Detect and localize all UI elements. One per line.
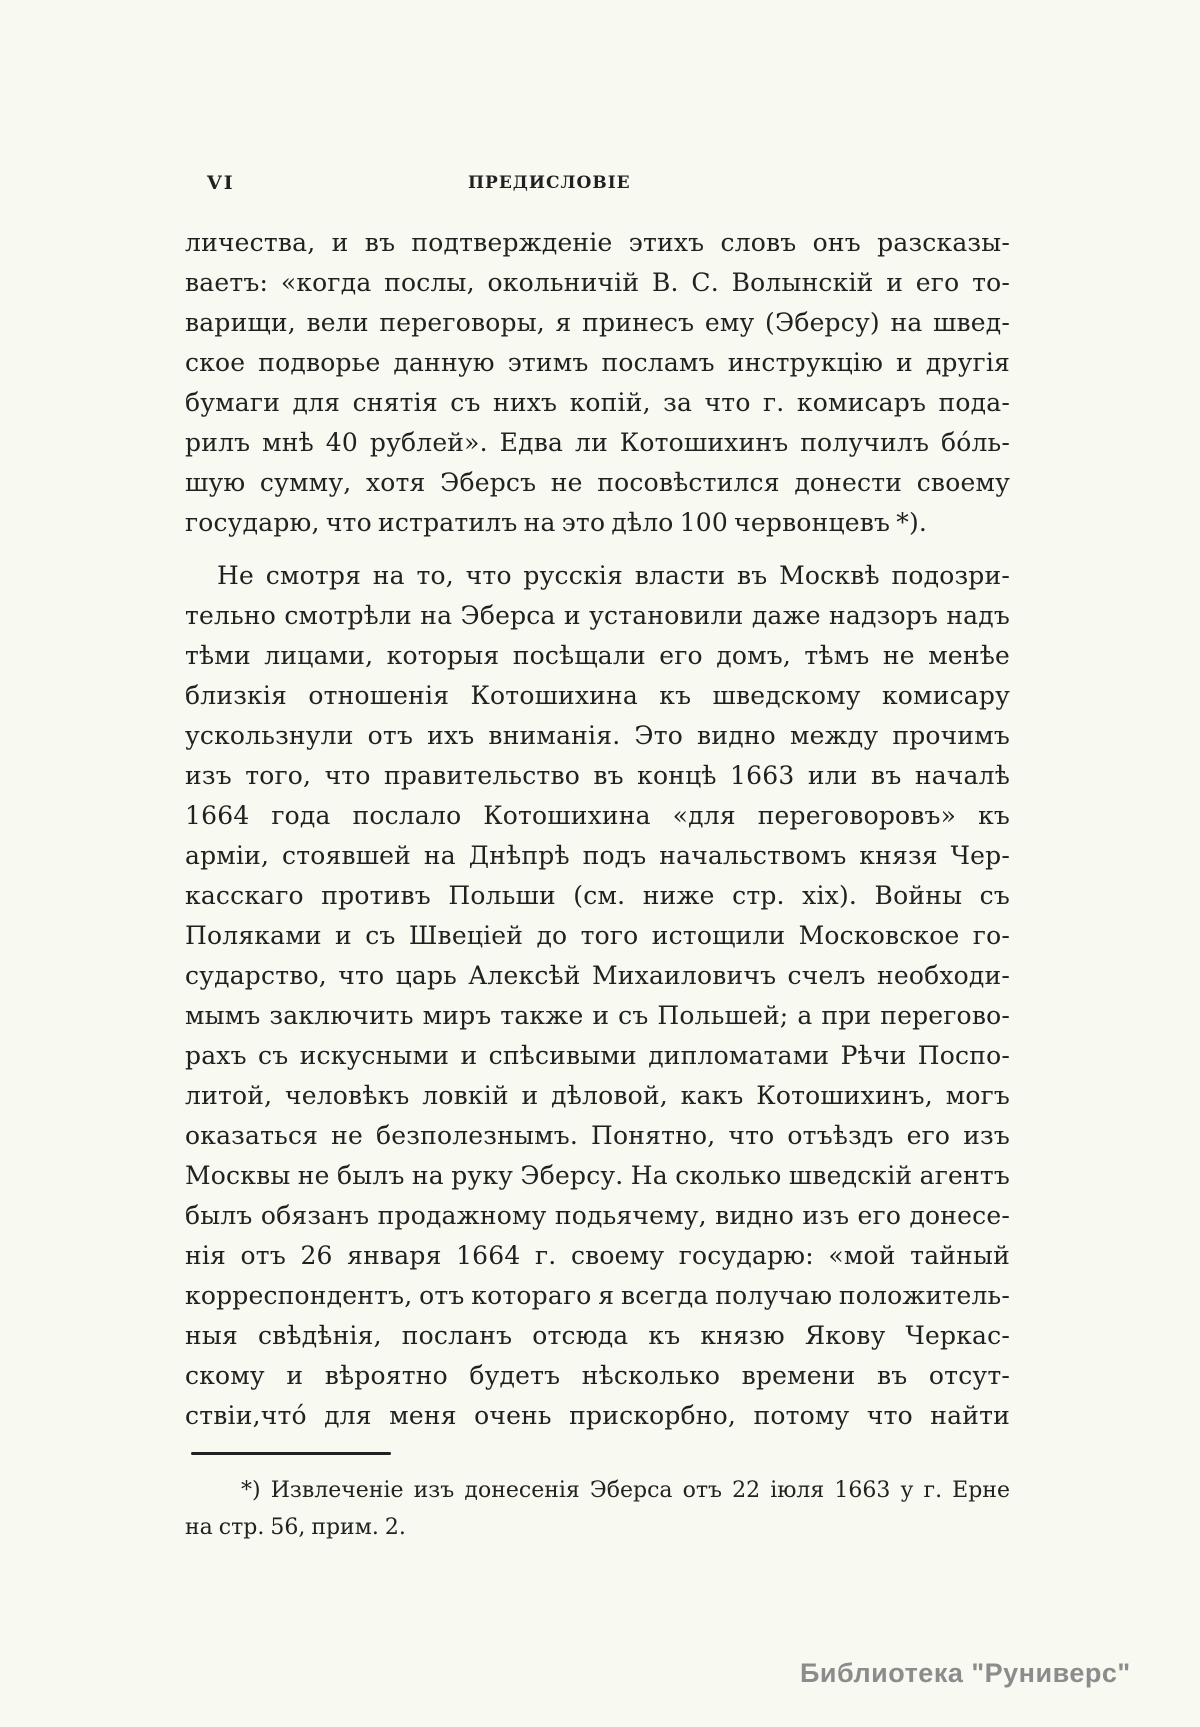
text-line: оказаться не безполезнымъ. Понятно, что отъѣздъ его изъ (185, 1121, 1010, 1150)
text-line: рахъ съ искусными и спѣсивыми дипломатами Рѣчи Поспо- (185, 1041, 1010, 1070)
text-line: ныя свѣдѣнія, посланъ отсюда къ князю Якову Черкас- (185, 1321, 1010, 1350)
text-line: касскаго противъ Польши (см. ниже стр. xіx). Войны съ (185, 881, 1010, 910)
footnote-separator (191, 1452, 391, 1455)
text-line: мымъ заключить миръ также и съ Польшей; а при перегово- (185, 1001, 1010, 1030)
footnote (185, 1472, 1010, 1546)
text-line: близкія отношенія Котошихина къ шведскому комисару (185, 681, 1010, 710)
text-line: ваетъ: «когда послы, окольничій В. С. Волынскій и его то- (185, 268, 1010, 297)
text-line: Москвы не былъ на руку Эберсу. На сколько шведскій агентъ (185, 1161, 1010, 1190)
text-line: 1664 года послало Котошихина «для переговоровъ» къ (185, 801, 1010, 830)
paragraph-1 (185, 223, 1010, 543)
text-line: шую сумму, хотя Эберсъ не посовѣстился донести своему (185, 468, 1010, 497)
page-header-title: ПРЕДИСЛОВІЕ (468, 173, 631, 193)
text-line: сударство, что царь Алексѣй Михаиловичъ счелъ необходи- (185, 961, 1010, 990)
text-line: нія отъ 26 января 1664 г. своему государю: «мой тайный (185, 1241, 1010, 1270)
text-line: бумаги для снятія съ нихъ копій, за что г. комисаръ пода- (185, 388, 1010, 417)
text-line: Поляками и съ Швеціей до того истощили Московское го- (185, 921, 1010, 950)
text-line: ское подворье данную этимъ посламъ инструкцію и другія (185, 348, 1010, 377)
text-line: тѣми лицами, которыя посѣщали его домъ, тѣмъ не менѣе (185, 641, 1010, 670)
text-line: былъ обязанъ продажному подьячему, видно изъ его донесе- (185, 1201, 1010, 1230)
text-line: Не смотря на то, что русскія власти въ Москвѣ подозри- (217, 561, 1010, 590)
text-line: государю, что истратилъ на это дѣло 100 червонцевъ *). (185, 508, 928, 537)
page-header (0, 172, 1200, 202)
text-line: арміи, стоявшей на Днѣпрѣ подъ начальствомъ князя Чер- (185, 841, 1010, 870)
footnote-line: на стр. 56, прим. 2. (185, 1515, 406, 1540)
text-line: изъ того, что правительство въ концѣ 1663 или въ началѣ (185, 761, 1010, 790)
text-line: тельно смотрѣли на Эберса и установили даже надзоръ надъ (185, 601, 1010, 630)
text-line: личества, и въ подтвержденіе этихъ словъ онъ разсказы- (185, 228, 1010, 257)
text-line: ускользнули отъ ихъ вниманія. Это видно между прочимъ (185, 721, 1010, 750)
text-line: скому и вѣроятно будетъ нѣсколько времени въ отсут- (185, 1361, 1010, 1390)
text-line: литой, человѣкъ ловкій и дѣловой, какъ Котошихинъ, могъ (185, 1081, 1010, 1110)
text-line: корреспондентъ, отъ котораго я всегда получаю положитель- (185, 1281, 1010, 1310)
footnote-line: *) Извлеченіе изъ донесенія Эберса отъ 22 іюля 1663 у г. Ерне (241, 1478, 1010, 1503)
text-line: варищи, вели переговоры, я принесъ ему (Эберсу) на швед- (185, 308, 1010, 337)
watermark: Библиотека "Руниверс" (800, 1658, 1131, 1688)
paragraph-2 (185, 556, 1010, 1436)
body-text (185, 223, 1010, 1436)
page-number: VI (207, 172, 235, 194)
text-line: рилъ мнѣ 40 рублей». Едва ли Котошихинъ получилъ бо́ль- (185, 428, 1010, 457)
text-line: ствіи,что́ для меня очень прискорбно, потому что найти (185, 1401, 1010, 1430)
